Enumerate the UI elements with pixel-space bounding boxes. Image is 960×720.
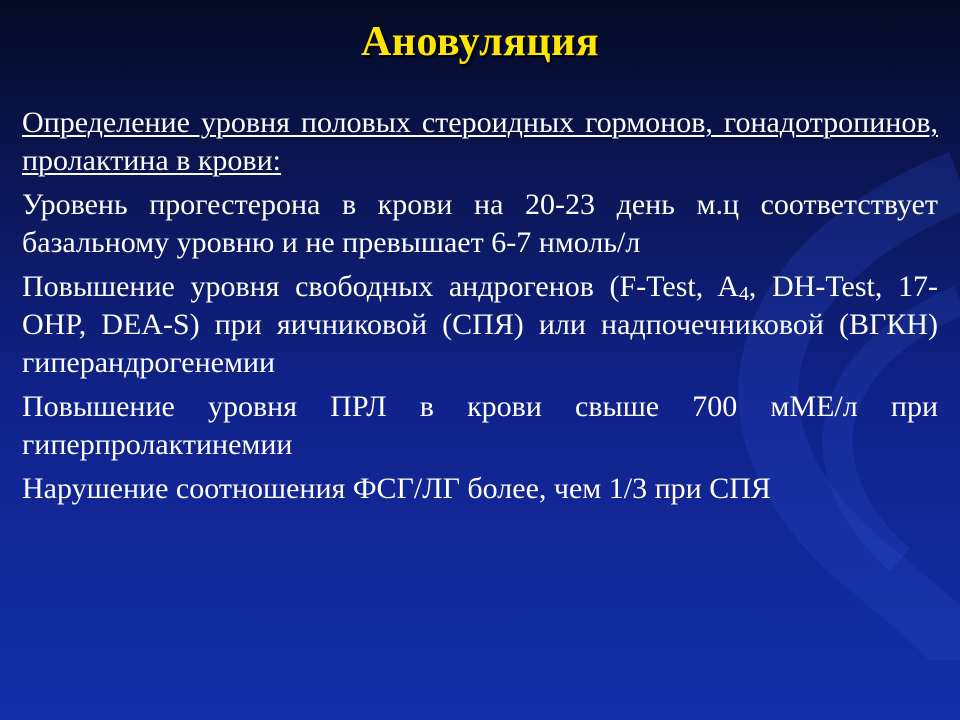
paragraph-hormone-testing	[22, 104, 938, 180]
slide-title: Ановуляция	[360, 19, 600, 65]
slide-content	[22, 104, 938, 514]
paragraph-hormone-testing-colon: :	[272, 144, 281, 177]
paragraph-hormone-testing-text: Определение уровня половых стероидных гормонов, гонадотропинов, пролактина в крови	[22, 106, 938, 177]
paragraph-progesterone: Уровень прогестерона в крови на 20-23 день м.ц соответствует базальному уровню и не превышает 6-7 нмоль/л	[22, 188, 938, 259]
paragraph-fsh-lh-ratio: Нарушение соотношения ФСГ/ЛГ более, чем 1/3 при СПЯ	[22, 472, 771, 505]
androgens-subscript: 4	[738, 283, 749, 305]
paragraph-androgens-text-before: Повышение уровня свободных андрогенов (F-Test, A	[22, 270, 739, 303]
paragraph-prolactin: Повышение уровня ПРЛ в крови свыше 700 мМЕ/л при гиперпролактинемии	[22, 390, 938, 461]
paragraph-androgens	[22, 268, 938, 382]
paragraph-androgens-text-after: , DH-Test, 17-OHP, DEA-S) при яичниковой (СПЯ) или надпочечниковой (ВГКН) гиперандрогенемии	[22, 270, 938, 379]
